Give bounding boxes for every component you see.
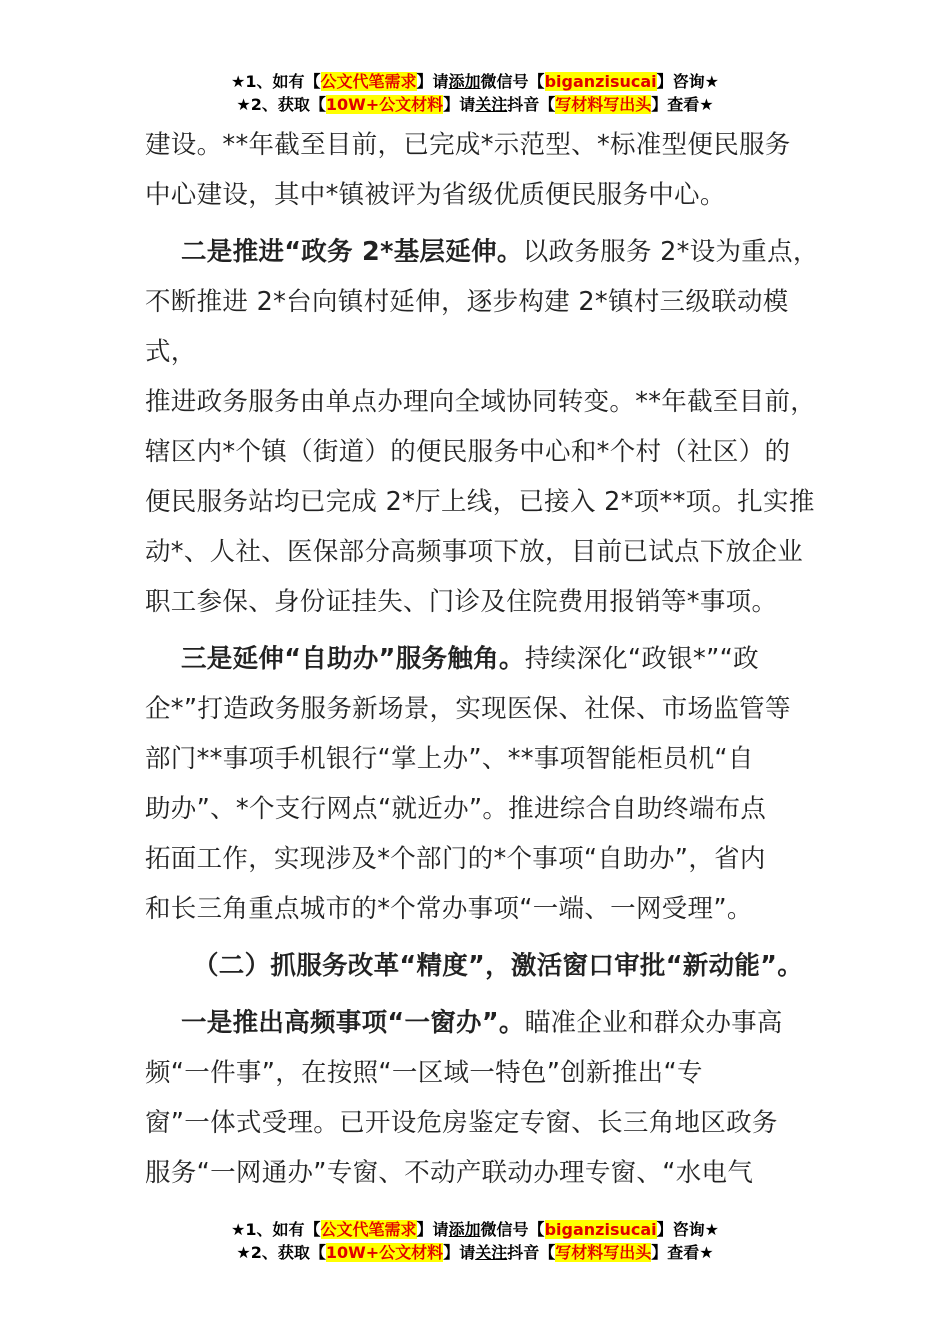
banner-text: 微信号【 xyxy=(480,1220,545,1239)
banner-text: 】请 xyxy=(416,72,449,91)
document-body xyxy=(145,120,825,1198)
paragraph-lead: 三是延伸“自助办”服务触角。 xyxy=(181,644,525,674)
banner-highlight: 公文代笔需求 xyxy=(320,1220,417,1239)
promo-line-2 xyxy=(0,93,950,116)
text-line: 不断推进 2*台向镇村延伸，逐步构建 2*镇村三级联动模式， xyxy=(145,287,789,367)
paragraph-lead: 二是推进“政务 2*基层延伸。 xyxy=(181,237,523,267)
text-line: 职工参保、身份证挂失、门诊及住院费用报销等*事项。 xyxy=(145,587,778,617)
paragraph-text: 持续深化“政银*”“政 xyxy=(524,644,759,674)
banner-underlined: 关注 xyxy=(475,1243,508,1262)
banner-underlined: 关注 xyxy=(475,95,508,114)
text-line: 便民服务站均已完成 2*厅上线，已接入 2*项**项。扎实推 xyxy=(145,487,815,517)
paragraph-text: 以政务服务 2*设为重点， xyxy=(522,237,819,267)
text-line: 企*”打造政务服务新场景，实现医保、社保、市场监管等 xyxy=(145,694,791,724)
banner-text: 】请 xyxy=(443,1243,476,1262)
paragraph-text: 瞄准企业和群众办事高 xyxy=(524,1008,783,1038)
text-line: 中心建设，其中*镇被评为省级优质便民服务中心。 xyxy=(145,180,726,210)
paragraph-first-line xyxy=(145,998,825,1048)
banner-text: 】请 xyxy=(416,1220,449,1239)
paragraph-first-line xyxy=(145,227,825,277)
promo-line-1 xyxy=(0,1218,950,1241)
banner-text: ★2、获取【 xyxy=(236,1243,326,1262)
banner-text: ★1、如有【 xyxy=(231,72,321,91)
banner-text: ★1、如有【 xyxy=(231,1220,321,1239)
text-line: 动*、人社、医保部分高频事项下放，目前已试点下放企业 xyxy=(145,537,804,567)
banner-douyin-id: 写材料写出头 xyxy=(555,95,652,114)
banner-text: 】查看★ xyxy=(651,1243,714,1262)
paragraph-lead: 一是推出高频事项“一窗办”。 xyxy=(181,1008,525,1038)
text-line: 建设。**年截至目前，已完成*示范型、*标准型便民服务 xyxy=(145,130,791,160)
text-line: 推进政务服务由单点办理向全域协同转变。**年截至目前， xyxy=(145,387,817,417)
banner-underlined: 添加 xyxy=(448,1220,481,1239)
banner-text: 抖音【 xyxy=(507,95,556,114)
promo-line-1 xyxy=(0,70,950,93)
text-line: 部门**事项手机银行“掌上办”、**事项智能柜员机“自 xyxy=(145,744,754,774)
banner-highlight: 10W+公文材料 xyxy=(325,95,444,114)
text-line: 窗”一体式受理。已开设危房鉴定专窗、长三角地区政务 xyxy=(145,1108,778,1138)
text-line: 拓面工作，实现涉及*个部门的*个事项“自助办”，省内 xyxy=(145,844,766,874)
text-line: 频“一件事”，在按照“一区域一特色”创新推出“专 xyxy=(145,1058,703,1088)
text-line: 辖区内*个镇（街道）的便民服务中心和*个村（社区）的 xyxy=(145,437,791,467)
banner-text: 微信号【 xyxy=(480,72,545,91)
text-line: 服务“一网通办”专窗、不动产联动办理专窗、“水电气 xyxy=(145,1158,754,1188)
text-line: 和长三角重点城市的*个常办事项“一端、一网受理”。 xyxy=(145,894,753,924)
banner-underlined: 添加 xyxy=(448,72,481,91)
banner-text: 】查看★ xyxy=(651,95,714,114)
section-heading: （二）抓服务改革“精度”，激活窗口审批“新动能”。 xyxy=(193,951,804,981)
banner-highlight: 10W+公文材料 xyxy=(325,1243,444,1262)
banner-wechat-id: biganzisucai xyxy=(544,1220,657,1239)
text-line: 助办”、*个支行网点“就近办”。推进综合自助终端布点 xyxy=(145,794,767,824)
promo-line-2 xyxy=(0,1241,950,1264)
promo-banner-top xyxy=(0,70,950,116)
banner-text: 】咨询★ xyxy=(656,1220,719,1239)
banner-wechat-id: biganzisucai xyxy=(544,72,657,91)
paragraph-first-line xyxy=(145,634,825,684)
promo-banner-bottom xyxy=(0,1218,950,1264)
banner-text: 】请 xyxy=(443,95,476,114)
banner-text: 抖音【 xyxy=(507,1243,556,1262)
banner-highlight: 公文代笔需求 xyxy=(320,72,417,91)
banner-text: 】咨询★ xyxy=(656,72,719,91)
banner-text: ★2、获取【 xyxy=(236,95,326,114)
banner-douyin-id: 写材料写出头 xyxy=(555,1243,652,1262)
